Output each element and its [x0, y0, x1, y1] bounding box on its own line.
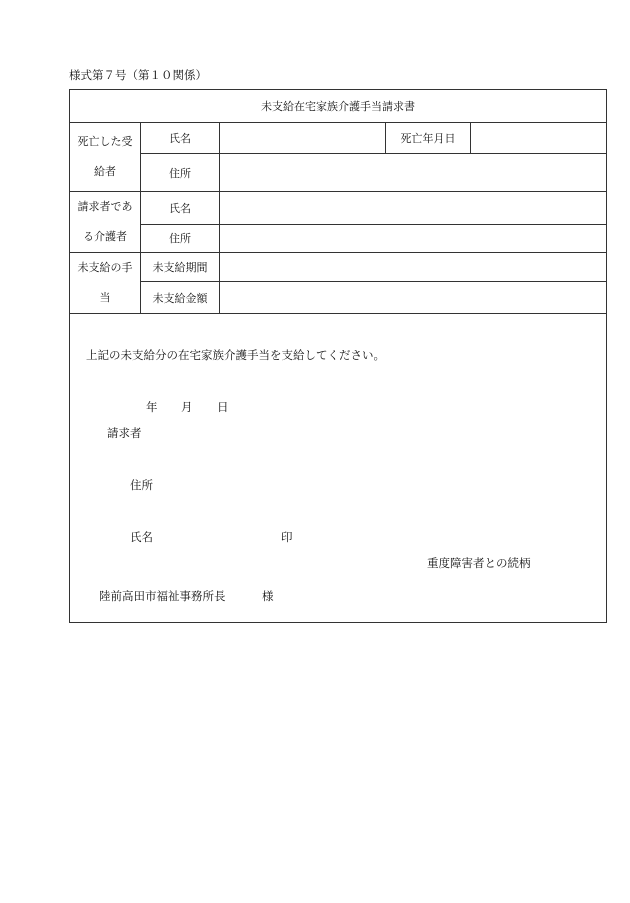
- request-text: 上記の未支給分の在宅家族介護手当を支給してください。: [86, 348, 385, 362]
- date-day-label[interactable]: 日: [217, 400, 229, 414]
- form-title: 未支給在宅家族介護手当請求書: [70, 90, 607, 123]
- addressee: 陸前高田市福祉事務所長: [99, 589, 226, 603]
- deceased-section-label: [70, 123, 141, 192]
- claimant-name-field[interactable]: [220, 192, 607, 225]
- unpaid-label-line2: 当: [99, 291, 111, 304]
- deceased-name-label: 氏名: [141, 123, 220, 154]
- honorific: 様: [262, 589, 274, 603]
- claimant-address-field[interactable]: [220, 224, 607, 252]
- claimant-label-line2: る介護者: [83, 230, 127, 243]
- claim-form-table: [69, 89, 607, 623]
- claimant-heading: 請求者: [107, 426, 142, 440]
- deceased-label-line2: 給者: [94, 165, 116, 178]
- unpaid-section-label: [70, 253, 141, 314]
- form-number: 様式第７号（第１０関係）: [69, 68, 207, 82]
- claimant-label-line1: 請求者であ: [77, 200, 133, 213]
- unpaid-amount-label: 未支給金額: [141, 282, 220, 314]
- deceased-name-field[interactable]: [220, 123, 386, 154]
- relationship-label[interactable]: 重度障害者との続柄: [427, 556, 531, 570]
- date-year-label[interactable]: 年: [146, 400, 158, 414]
- deceased-address-label: 住所: [141, 154, 220, 192]
- claimant-section-label: [70, 192, 141, 253]
- claimant-name-label: 氏名: [141, 192, 220, 225]
- claimant-address-label: 住所: [141, 224, 220, 252]
- unpaid-label-line1: 未支給の手: [77, 261, 133, 274]
- seal-mark: 印: [281, 530, 293, 544]
- claimant-address-entry[interactable]: 住所: [130, 478, 153, 492]
- death-date-field[interactable]: [471, 123, 607, 154]
- claimant-name-entry[interactable]: 氏名: [130, 530, 153, 544]
- statement-section: [70, 314, 607, 623]
- unpaid-amount-field[interactable]: [220, 282, 607, 314]
- date-month-label[interactable]: 月: [181, 400, 193, 414]
- deceased-address-field[interactable]: [220, 154, 607, 192]
- unpaid-period-label: 未支給期間: [141, 253, 220, 282]
- deceased-label-line1: 死亡した受: [77, 135, 133, 148]
- death-date-label: 死亡年月日: [386, 123, 471, 154]
- unpaid-period-field[interactable]: [220, 253, 607, 282]
